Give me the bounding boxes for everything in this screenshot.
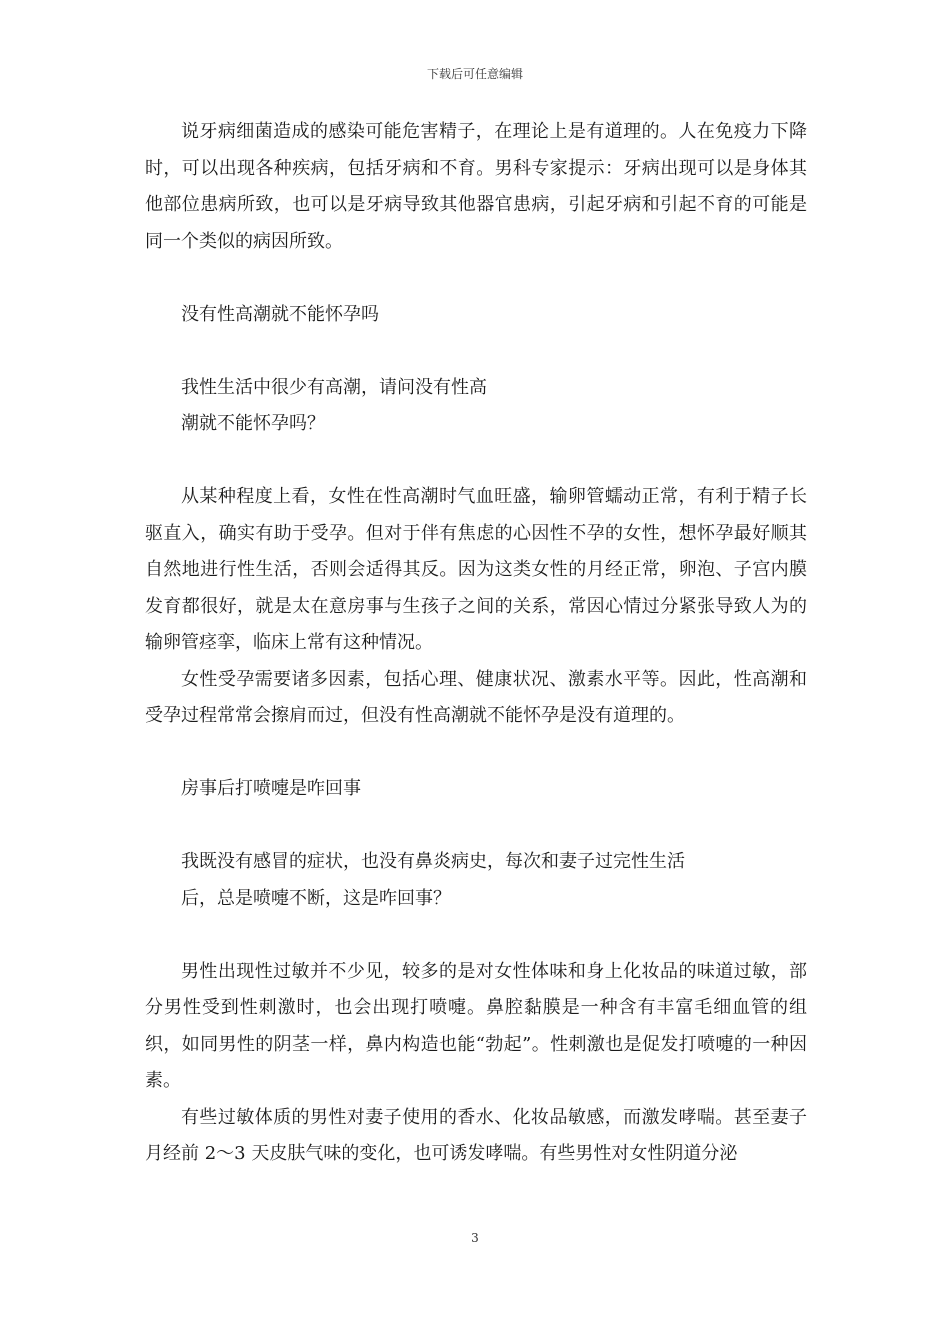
question-block-sneeze xyxy=(145,844,807,917)
question-block-orgasm xyxy=(145,370,807,443)
spacer xyxy=(145,808,807,845)
page-number: 3 xyxy=(471,1231,479,1245)
spacer xyxy=(145,333,807,370)
answer-paragraph: 男性出现性过敏并不少见，较多的是对女性体味和身上化妆品的味道过敏，部分男性受到性刺激时，也会出现打喷嚏。鼻腔黏膜是一种含有丰富毛细血管的组织，如同男性的阴茎一样，鼻内构造也能“勃起”。性刺激也是促发打喷嚏的一种因素。 xyxy=(145,960,807,1091)
spacer xyxy=(145,443,807,480)
intro-paragraph: 说牙病细菌造成的感染可能危害精子，在理论上是有道理的。人在免疫力下降时，可以出现各种疾病，包括牙病和不育。男科专家提示：牙病出现可以是身体其他部位患病所致，也可以是牙病导致其他器官患病，引起牙病和引起不育的可能是同一个类似的病因所致。 xyxy=(145,121,807,252)
section-heading-sneeze: 房事后打喷嚏是咋回事 xyxy=(181,778,361,799)
spacer xyxy=(145,735,807,772)
question-line: 我性生活中很少有高潮，请问没有性高 xyxy=(181,376,487,398)
answer-paragraph: 女性受孕需要诸多因素，包括心理、健康状况、激素水平等。因此，性高潮和受孕过程常常会擦肩而过，但没有性高潮就不能怀孕是没有道理的。 xyxy=(145,668,807,726)
answer-paragraph: 有些过敏体质的男性对妻子使用的香水、化妆品敏感，而激发哮喘。甚至妻子月经前 2～3 天皮肤气味的变化，也可诱发哮喘。有些男性对女性阴道分泌 xyxy=(145,1106,807,1164)
document-body xyxy=(145,114,807,1173)
answer-paragraph: 从某种程度上看，女性在性高潮时气血旺盛，输卵管蠕动正常，有利于精子长驱直入，确实有助于受孕。但对于伴有焦虑的心因性不孕的女性，想怀孕最好顺其自然地进行性生活，否则会适得其反。因为这类女性的月经正常，卵泡、子宫内膜发育都很好，就是太在意房事与生孩子之间的关系，常因心情过分紧张导致人为的输卵管痉挛，临床上常有这种情况。 xyxy=(145,486,807,653)
question-line: 后，总是喷嚏不断，这是咋回事？ xyxy=(181,887,451,909)
spacer xyxy=(145,917,807,954)
question-line: 我既没有感冒的症状，也没有鼻炎病史，每次和妻子过完性生活 xyxy=(181,851,685,872)
spacer xyxy=(145,260,807,297)
page-header: 下载后可任意编辑 xyxy=(426,67,523,81)
question-line: 潮就不能怀孕吗？ xyxy=(181,413,325,434)
section-heading-orgasm: 没有性高潮就不能怀孕吗 xyxy=(181,303,379,325)
